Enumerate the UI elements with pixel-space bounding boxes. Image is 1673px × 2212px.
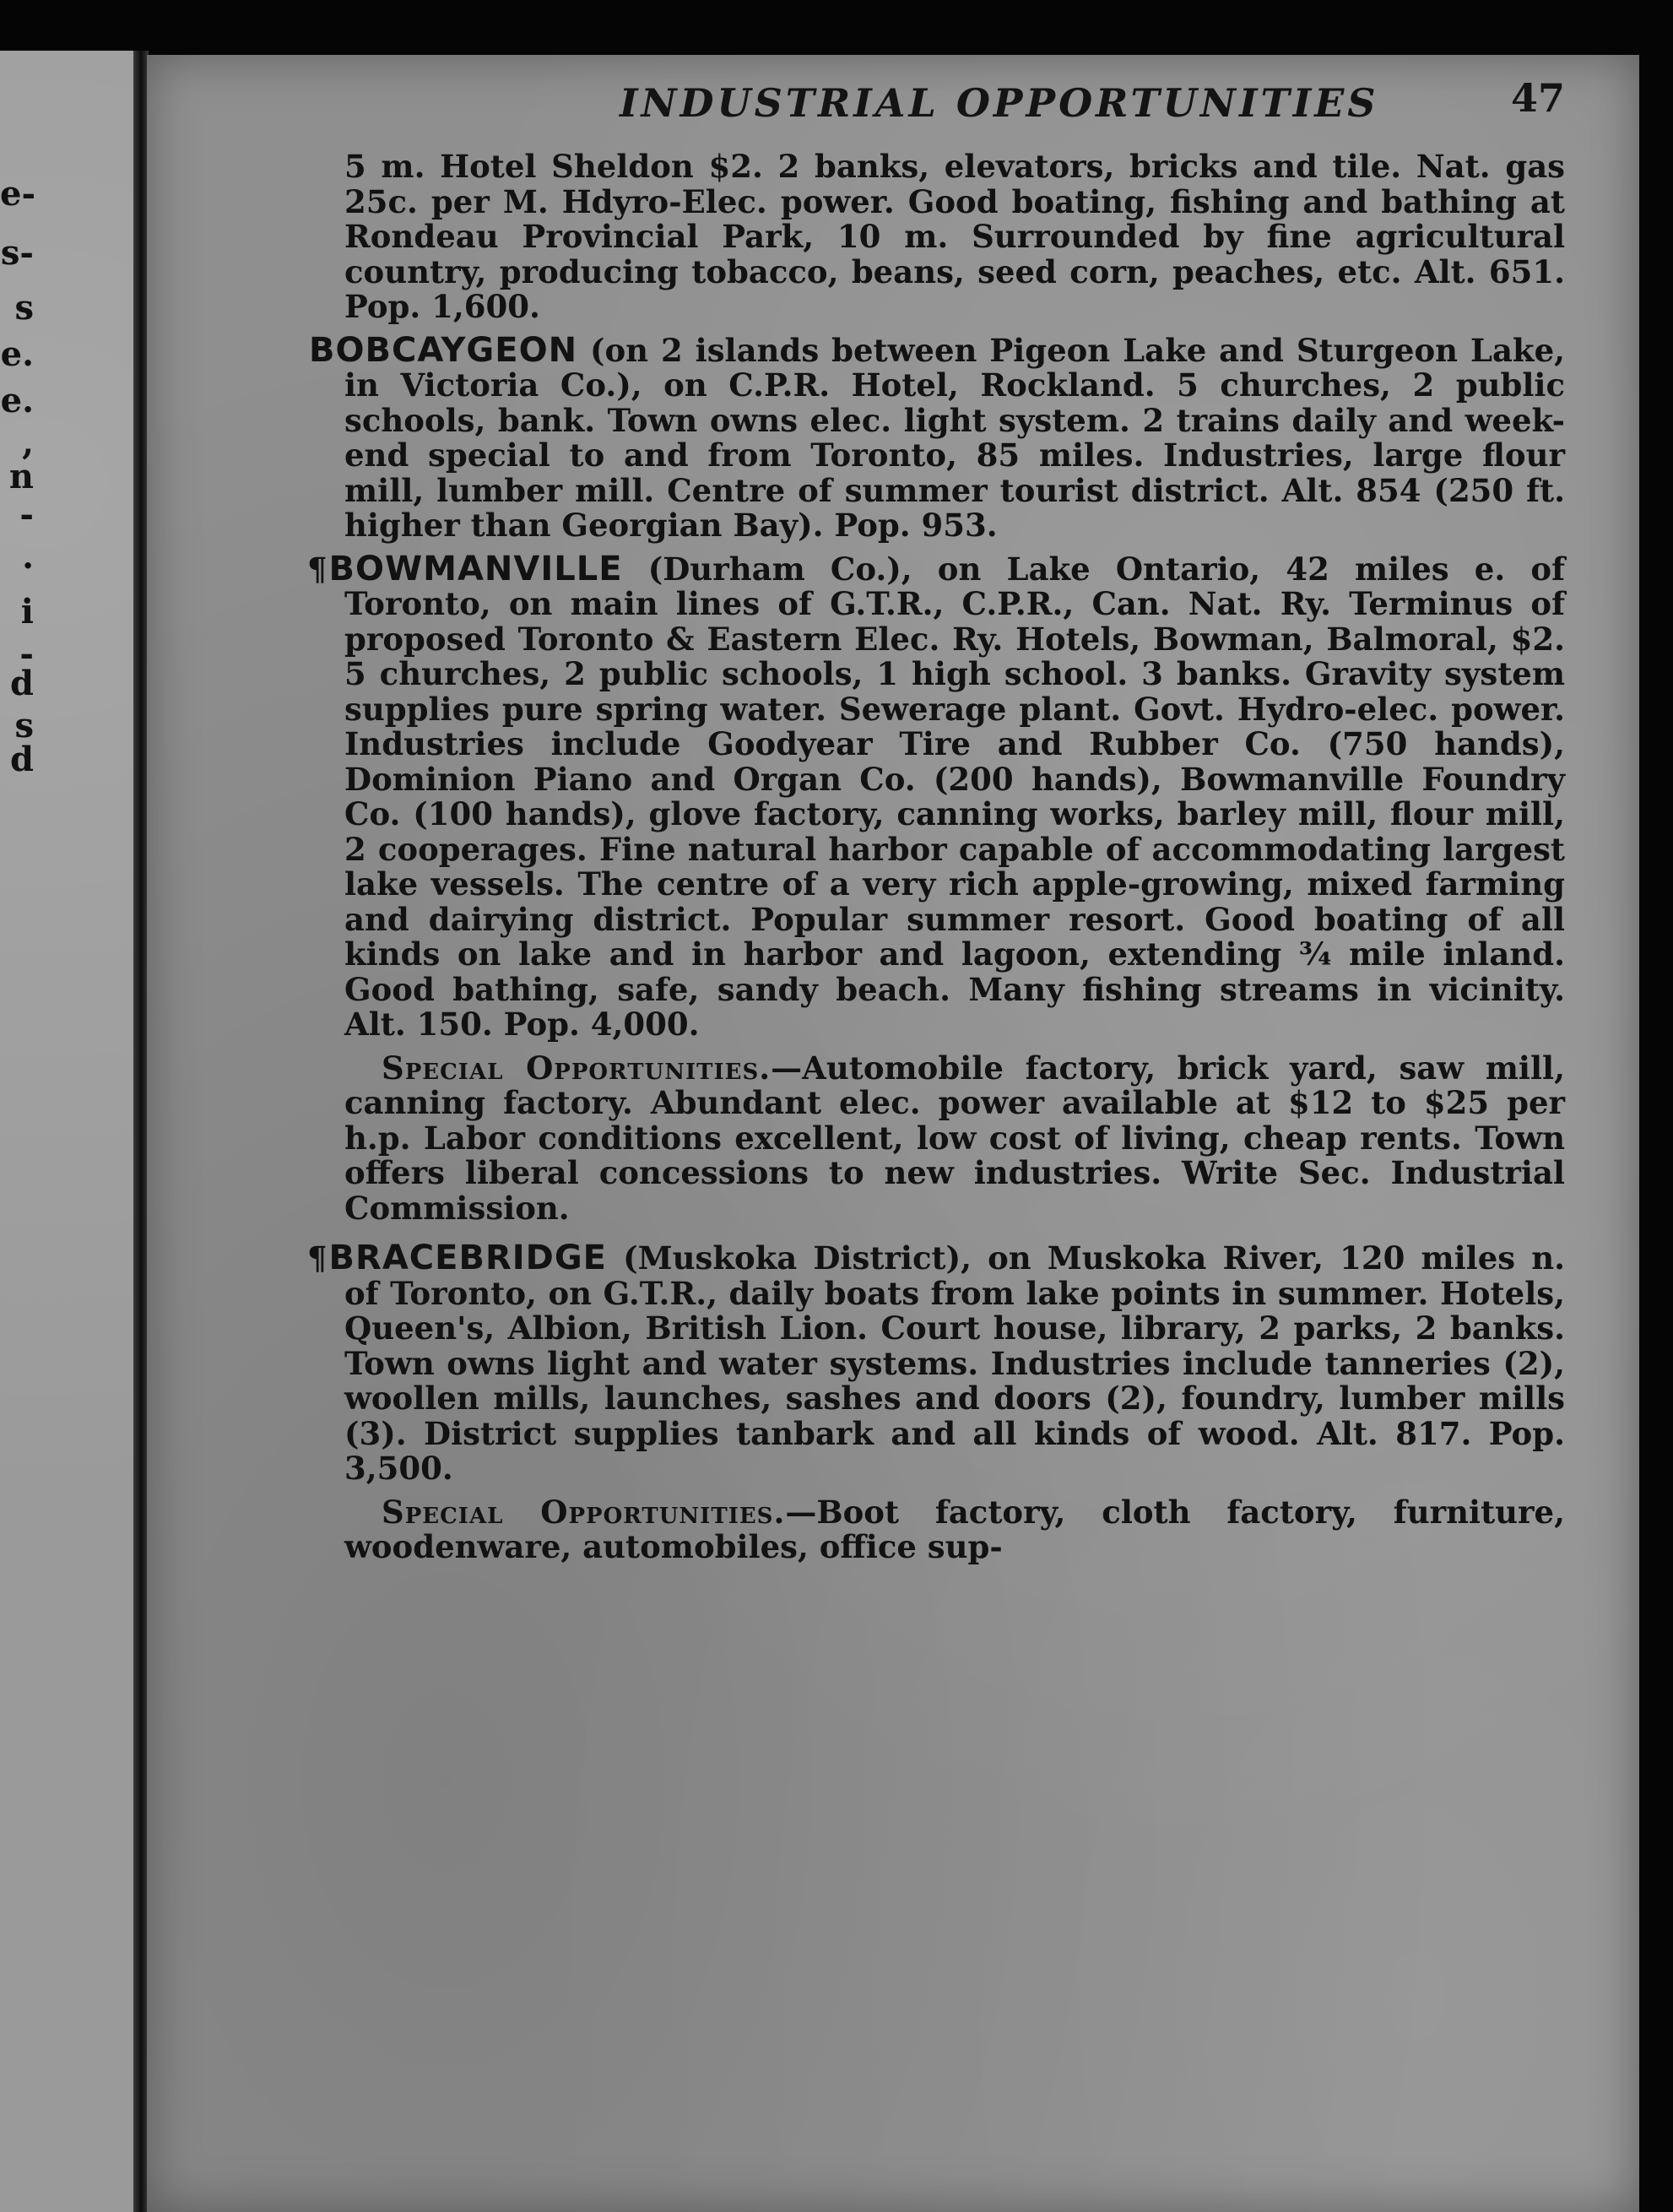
special-opportunities-label: Special Opportunities. <box>382 1049 772 1087</box>
left-page-fragment: , <box>22 423 34 463</box>
left-page-fragment: s <box>14 288 34 328</box>
left-page-fragment: d <box>10 740 34 779</box>
page-title: INDUSTRIAL OPPORTUNITIES <box>620 80 1379 126</box>
left-page-fragment: e. <box>0 381 34 420</box>
place-name: BRACEBRIDGE <box>328 1239 608 1277</box>
left-page-fragment: . <box>22 537 34 577</box>
entry-bobcaygeon <box>307 330 1565 544</box>
place-name: BOBCAYGEON <box>309 330 578 370</box>
text-column <box>307 149 1565 1580</box>
left-page-fragment: i <box>20 592 34 632</box>
entry-description: (on 2 islands between Pigeon Lake and Sturgeon Lake, in Victoria Co.), on C.P.R. Hotel, Rockland. 5 churches, 2 public schools, bank. Town owns elec. light system. 2 trains daily and week-end special to and from Toronto, 85 miles. Industries, large flour mill, lumber mill. Centre of summer tourist district. Alt. 854 (250 ft. higher than Georgian Bay). Pop. 953. <box>344 331 1565 544</box>
continued-entry-text: 5 m. Hotel Sheldon $2. 2 banks, elevators, bricks and tile. Nat. gas 25c. per M. Hdyro-Elec. power. Good boating, fishing and bathing at Rondeau Provincial Park, 10 m. Surrounded by fine agricultural country, producing tobacco, beans, seed corn, peaches, etc. Alt. 651. Pop. 1,600. <box>344 148 1565 325</box>
entry-description: (Durham Co.), on Lake Ontario, 42 miles e. of Toronto, on main lines of G.T.R., C.P.R., Can. Nat. Ry. Terminus of proposed Toronto & Eastern Elec. Ry. Hotels, Bowman, Balmoral, $2. 5 churches, 2 public schools, 1 high school. 3 banks. Gravity system supplies pure spring water. Sewerage plant. Govt. Hydro-elec. power. Industries include Goodyear Tire and Rubber Co. (750 hands), Dominion Piano and Organ Co. (200 hands), Bowmanville Foundry Co. (100 hands), glove factory, canning works, barley mill, flour mill, 2 cooperages. Fine natural harbor capable of accommodating largest lake vessels. The centre of a very rich apple-growing, mixed farming and dairying district. Popular summer resort. Good boating of all kinds on lake and in harbor and lagoon, extending ¾ mile inland. Good bathing, safe, sandy beach. Many fishing streams in vicinity. Alt. 150. Pop. 4,000. <box>344 550 1565 1043</box>
special-opportunities-text: —Boot factory, cloth factory, furniture, woodenware, automobiles, office sup- <box>344 1493 1565 1565</box>
entry-bracebridge <box>307 1241 1565 1487</box>
special-opportunities-label: Special Opportunities. <box>382 1493 786 1531</box>
pilcrow-mark: ¶ <box>307 1239 328 1277</box>
left-page-fragment: s <box>14 706 34 745</box>
special-opportunities-bracebridge <box>307 1495 1565 1565</box>
place-name: BOWMANVILLE <box>328 549 623 588</box>
scan-border <box>1639 0 1673 2212</box>
running-head <box>485 75 1582 139</box>
entry-bowmanville <box>307 549 1565 1043</box>
left-facing-page <box>0 51 135 2212</box>
left-page-fragment: e. <box>0 334 34 374</box>
special-opportunities-text: —Automobile factory, brick yard, saw mill, canning factory. Abundant elec. power available at $12 to $25 per h.p. Labor conditions excellent, low cost of living, cheap rents. Town offers liberal concessions to new industries. Write Sec. Industrial Commission. <box>344 1049 1565 1227</box>
left-page-fragment: n <box>8 457 34 496</box>
book-page <box>147 55 1639 2212</box>
left-page-fragment: - <box>19 634 34 674</box>
left-page-fragment: e- <box>0 174 36 214</box>
special-opportunities-bowmanville <box>307 1051 1565 1227</box>
entry-description: (Muskoka District), on Muskoka River, 120 miles n. of Toronto, on G.T.R., daily boats from lake points in summer. Hotels, Queen's, Albion, British Lion. Court house, library, 2 parks, 2 banks. Town owns light and water systems. Industries include tanneries (2), woollen mills, launches, sashes and doors (2), foundry, lumber mills (3). District supplies tanbark and all kinds of wood. Alt. 817. Pop. 3,500. <box>344 1239 1565 1487</box>
left-page-fragment: d <box>10 664 34 703</box>
left-page-fragment: - <box>19 495 34 534</box>
pilcrow-mark: ¶ <box>307 550 328 588</box>
page-number: 47 <box>1510 75 1565 121</box>
left-page-fragment: s- <box>0 233 34 273</box>
